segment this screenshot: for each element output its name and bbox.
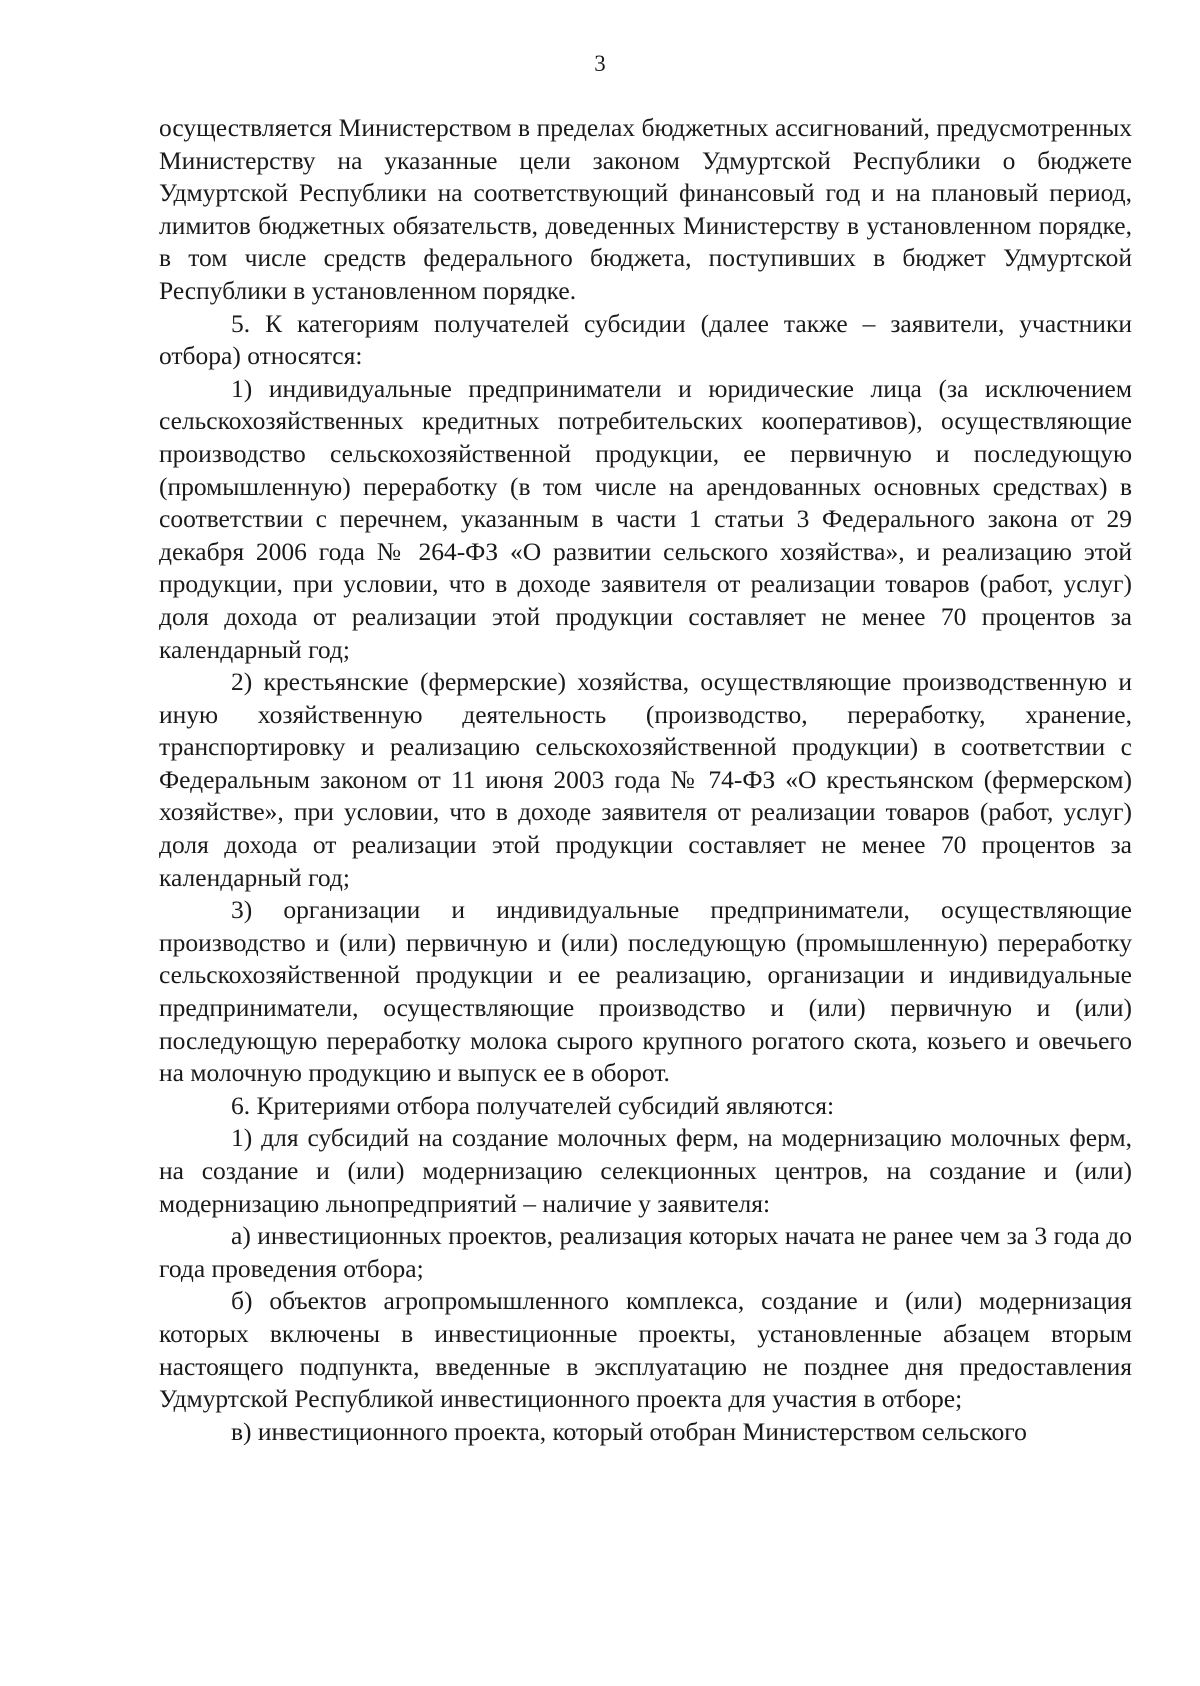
paragraph-budget-continuation: осуществляется Министерством в пределах бюджетных ассигнований, предусмотренных Министерству на указанные цели законом Удмуртской Республики о бюджете Удмуртской Республики на соответствующий финансовый год и на плановый период, лимитов бюджетных обязательств, доведенных Министерству в установленном порядке, в том числе средств федерального бюджета, поступивших в бюджет Удмуртской Республики в установленном порядке. [159, 113, 1132, 305]
paragraph-item-5-2: 2) крестьянские (фермерские) хозяйства, осуществляющие производственную и иную хозяйственную деятельность (производство, переработку, хранение, транспортировку и реализацию сельскохозяйственной продукции) в соответствии с Федеральным законом от 11 июня 2003 года № 74-ФЗ «О крестьянском (фермерском) хозяйстве», при условии, что в доходе заявителя от реализации товаров (работ, услуг) доля дохода от реализации этой продукции составляет не менее 70 процентов за календарный год; [159, 667, 1132, 892]
page-number: 3 [594, 51, 606, 76]
paragraph-item-6: 6. Критериями отбора получателей субсидий являются: [231, 1090, 835, 1120]
document-body [159, 112, 1132, 1448]
paragraph-item-6-1-v: в) инвестиционного проекта, который отобран Министерством сельского [231, 1416, 1027, 1446]
paragraph-item-5-1: 1) индивидуальные предприниматели и юридические лица (за исключением сельскохозяйственных кредитных потребительских кооперативов), осуществляющие производство сельскохозяйственной продукции, ее первичную и последующую (промышленную) переработку (в том числе на арендованных основных средствах) в соответствии с перечнем, указанным в части 1 статьи 3 Федерального закона от 29 декабря 2006 года № 264-ФЗ «О развитии сельского хозяйства», и реализацию этой продукции, при условии, что в доходе заявителя от реализации товаров (работ, услуг) доля дохода от реализации этой продукции составляет не менее 70 процентов за календарный год; [159, 373, 1132, 664]
paragraph-item-6-1-b: б) объектов агропромышленного комплекса, создание и (или) модернизация которых включены в инвестиционные проекты, установленные абзацем вторым настоящего подпункта, введенные в эксплуатацию не позднее дня предоставления Удмуртской Республикой инвестиционного проекта для участия в отборе; [159, 1286, 1132, 1414]
paragraph-item-6-1-a: а) инвестиционных проектов, реализация которых начата не ранее чем за 3 года до года проведения отбора; [159, 1221, 1132, 1283]
paragraph-item-6-1: 1) для субсидий на создание молочных ферм, на модернизацию молочных ферм, на создание и (или) модернизацию селекционных центров, на создание и (или) модернизацию льнопредприятий – наличие у заявителя: [159, 1123, 1132, 1218]
paragraph-item-5-3: 3) организации и индивидуальные предприниматели, осуществляющие производство и (или) первичную и (или) последующую (промышленную) переработку сельскохозяйственной продукции и ее реализацию, организации и индивидуальные предприниматели, осуществляющие производство и (или) первичную и (или) последующую переработку молока сырого крупного рогатого скота, козьего и овечьего на молочную продукцию и выпуск ее в оборот. [159, 895, 1132, 1088]
paragraph-item-5: 5. К категориям получателей субсидии (далее также – заявители, участники отбора) относятся: [159, 308, 1132, 371]
